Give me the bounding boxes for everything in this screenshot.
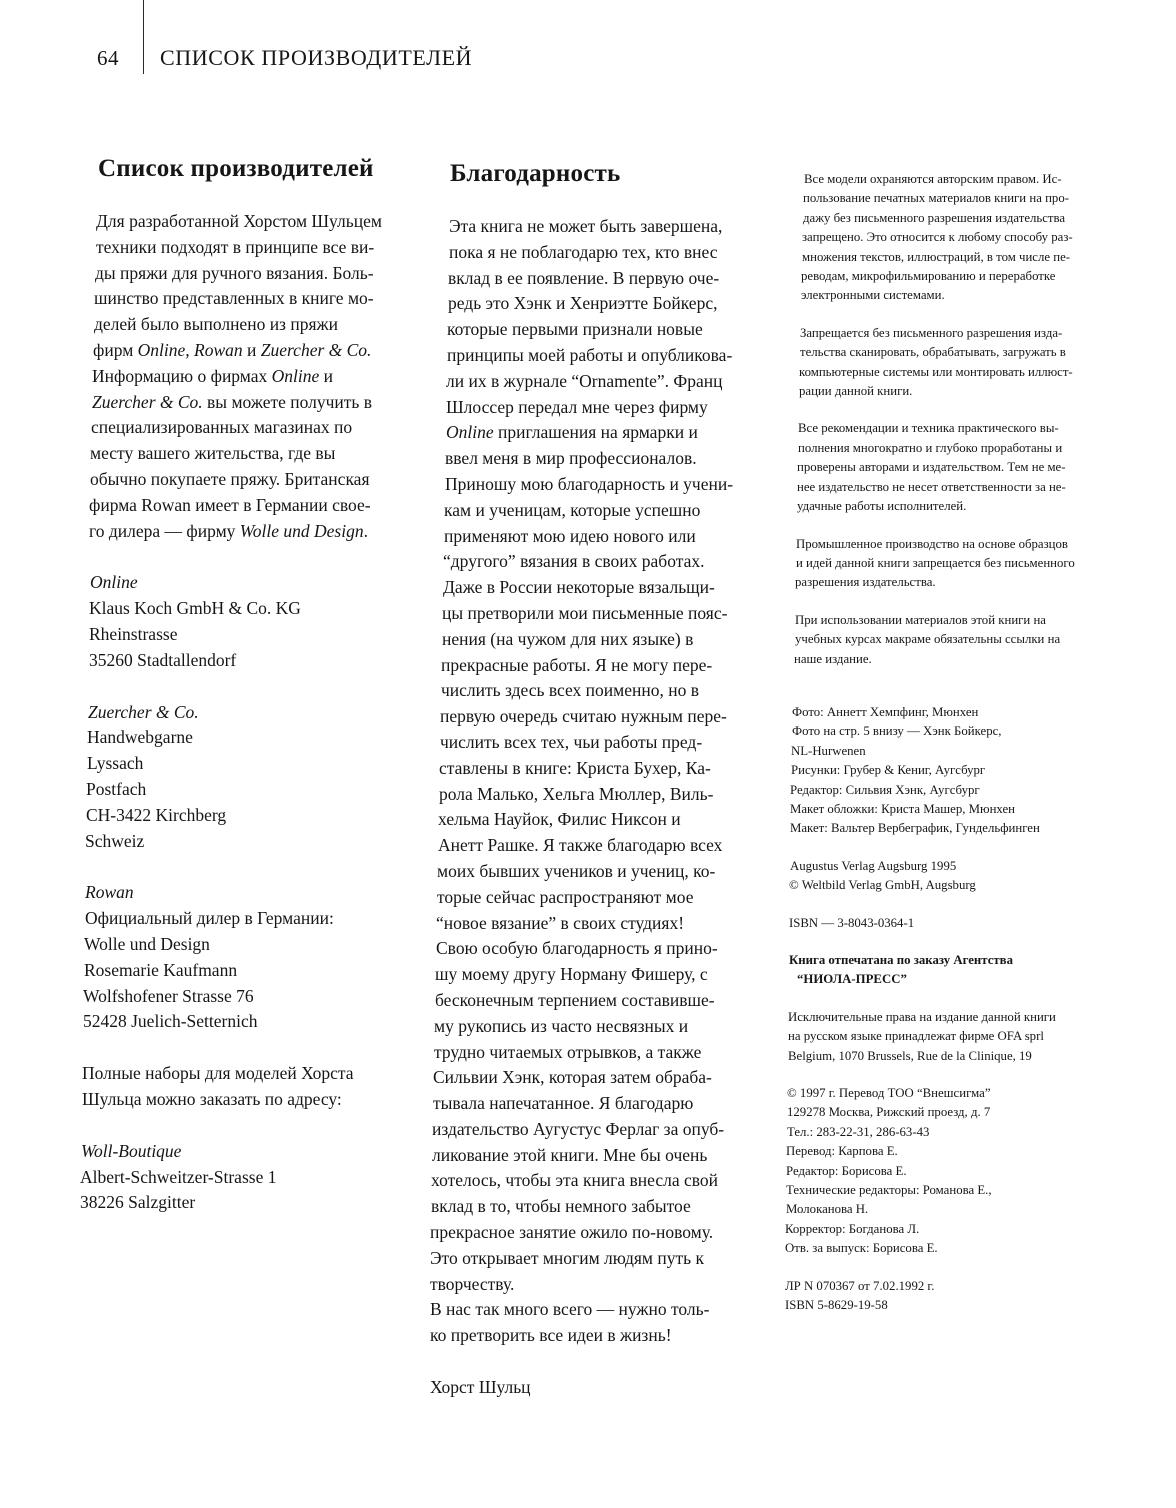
text-line: реводам, микрофильмированию и переработке: [801, 269, 1056, 284]
text-line: Макет: Вальтер Вербеграфик, Гундельфинген: [790, 821, 1040, 836]
author-signature: [430, 1375, 770, 1401]
text-line: “другого” вязания в своих работах.: [443, 551, 705, 572]
license-info: [785, 1277, 1130, 1316]
text-line: му рукопись из часто несвязных и: [434, 1015, 689, 1036]
text-line: Это открывает многим людям путь к: [430, 1247, 704, 1268]
text-line: учебных курсах макраме обязательны ссылки на: [795, 632, 1061, 647]
address-line: CH-3422 Kirchberg: [86, 804, 227, 825]
text-line: Редактор: Сильвия Хэнк, Аугсбург: [790, 782, 980, 797]
manufacturers-column: [80, 155, 425, 1216]
prohibition-notice: [785, 324, 1130, 402]
page-number: 64: [97, 46, 119, 70]
address-line: Rosemarie Kaufmann: [84, 959, 238, 980]
company-name: Online: [90, 572, 138, 593]
text-line: издательство Аугустус Ферлаг за опуб-: [432, 1118, 725, 1139]
acknowledgements-text: [430, 214, 770, 1349]
running-title: СПИСОК ПРОИЗВОДИТЕЛЕЙ: [160, 45, 473, 70]
text-line: делей было выполнено из пряжи: [94, 314, 338, 335]
text-line: го дилера — фирму Wolle und Design.: [89, 520, 368, 541]
address-line: Wolfshofener Strasse 76: [83, 985, 254, 1006]
text-line: прекрасные работы. Я не могу пере-: [441, 654, 713, 675]
acknowledgements-heading: Благодарность: [450, 160, 621, 187]
text-line: Корректор: Богданова Л.: [785, 1221, 920, 1236]
text-line: ставлены в книге: Криста Бухер, Ка-: [439, 757, 711, 778]
text-line: ввел меня в мир профессионалов.: [445, 448, 697, 469]
address-line: Handwebgarne: [87, 727, 193, 748]
text-line: разрешения издательства.: [795, 575, 936, 590]
address-line: 38226 Salzgitter: [80, 1192, 196, 1213]
industrial-notice: [785, 535, 1130, 593]
address-zuercher: [80, 700, 425, 855]
text-line: NL-Hurwenen: [791, 743, 866, 758]
address-woll-boutique: [80, 1139, 425, 1216]
text-line: ликование этой книги. Мне бы очень: [432, 1144, 708, 1165]
text-line: Даже в России некоторые вязальщи-: [443, 577, 715, 598]
disclaimer-notice: [785, 419, 1130, 516]
address-line: Schweiz: [85, 830, 145, 851]
text-line: ли их в журнале “Ornamente”. Франц: [446, 370, 723, 391]
print-order: [785, 951, 1130, 990]
text-line: ко претворить все идеи в жизнь!: [430, 1325, 672, 1346]
address-rowan: [80, 880, 425, 1035]
text-line: Анетт Рашке. Я также благодарю всех: [438, 835, 723, 856]
address-line: Albert-Schweitzer-Strasse 1: [80, 1166, 277, 1187]
text-line: Сильвии Хэнк, которая затем обраба-: [433, 1067, 712, 1088]
text-line: нения (на чужом для них языке) в: [442, 628, 694, 649]
text-line: фирма Rowan имеет в Германии свое-: [89, 494, 371, 515]
text-line: пользование печатных материалов книги на про-: [803, 191, 1069, 206]
text-line: ISBN — 3-8043-0364-1: [789, 915, 915, 930]
isbn-original: [785, 914, 1130, 933]
text-line: торые сейчас распространяют мое: [437, 886, 694, 907]
text-line: вклад в то, чтобы немного забытое: [431, 1196, 691, 1217]
text-line: первую очередь считаю нужным пере-: [440, 706, 727, 727]
kits-note: [80, 1061, 425, 1113]
text-line: ЛР N 070367 от 7.02.1992 г.: [785, 1278, 935, 1293]
text-line: применяют мою идею нового или: [444, 525, 696, 546]
text-line: Приношу мою благодарность и учени-: [445, 473, 734, 494]
text-line: бесконечным терпением составивше-: [435, 989, 715, 1010]
text-line: Перевод: Карпова Е.: [786, 1144, 898, 1159]
address-line: Rheinstrasse: [89, 623, 178, 644]
address-line: Postfach: [86, 778, 147, 799]
text-line: 129278 Москва, Рижский проезд, д. 7: [787, 1105, 991, 1120]
credits: [785, 703, 1130, 839]
acknowledgements-column: [430, 160, 770, 1401]
text-line: проверены авторами и издательством. Тем не ме-: [797, 460, 1066, 475]
text-line: Augustus Verlag Augsburg 1995: [790, 858, 957, 873]
text-line: Шульца можно заказать по адресу:: [82, 1088, 342, 1109]
text-line: Отв. за выпуск: Борисова Е.: [785, 1241, 938, 1256]
text-line: хотелось, чтобы эта книга внесла свой: [431, 1170, 719, 1191]
text-line: моих бывших учеников и учениц, ко-: [437, 860, 716, 881]
address-line: Lyssach: [87, 753, 144, 774]
text-line: Исключительные права на издание данной книги: [788, 1009, 1056, 1024]
manufacturers-heading: Список производителей: [98, 155, 374, 182]
company-name: Woll-Boutique: [81, 1140, 182, 1161]
text-line: Рисунки: Грубер & Кениг, Аугсбург: [791, 763, 986, 778]
text-line: ды пряжи для ручного вязания. Боль-: [95, 262, 374, 283]
signature-text: Хорст Шульц: [430, 1377, 531, 1398]
text-line: множения текстов, иллюстраций, в том числе пе-: [802, 249, 1071, 264]
text-line: Информацию о фирмах Online и: [92, 365, 334, 386]
text-line: “НИОЛА-ПРЕСС”: [797, 972, 907, 987]
text-line: Тел.: 283-22-31, 286-63-43: [787, 1124, 930, 1139]
text-line: принципы моей работы и опубликова-: [447, 344, 733, 365]
text-line: и идей данной книги запрещается без письменного: [796, 555, 1075, 570]
rights-info: [785, 1008, 1130, 1066]
text-line: месту вашего жительства, где вы: [90, 443, 336, 464]
text-line: Молоканова Н.: [786, 1202, 869, 1217]
text-line: Все модели охраняются авторским правом. Ис-: [804, 172, 1062, 186]
text-line: Запрещается без письменного разрешения изда-: [800, 325, 1063, 340]
company-name: Zuercher & Co.: [88, 701, 199, 722]
address-line: 52428 Juelich-Setternich: [83, 1011, 258, 1032]
text-line: Online приглашения на ярмарки и: [446, 422, 698, 443]
text-line: которые первыми признали новые: [447, 319, 703, 340]
text-line: Эта книга не может быть завершена,: [449, 216, 723, 236]
text-line: тывала напечатанное. Я благодарю: [433, 1093, 694, 1114]
text-line: “новое вязание” в своих студиях!: [436, 912, 685, 933]
address-line: Klaus Koch GmbH & Co. KG: [89, 598, 301, 619]
text-line: удачные работы исполнителей.: [797, 499, 967, 514]
text-line: Шлоссер передал мне через фирму: [446, 396, 708, 417]
courses-notice: [785, 611, 1130, 669]
publisher-info: [785, 857, 1130, 896]
text-line: фирм Online, Rowan и Zuercher & Co.: [93, 339, 372, 360]
text-line: шу моему другу Норману Фишеру, с: [435, 964, 708, 985]
text-line: запрещено. Это относится к любому способу раз-: [802, 230, 1073, 245]
text-line: творчеству.: [430, 1273, 515, 1294]
text-line: Все рекомендации и техника практического вы-: [798, 421, 1059, 436]
text-line: редь это Хэнк и Хенриэтте Бойкерс,: [448, 293, 718, 314]
address-online: [80, 570, 425, 673]
translation-info: [785, 1084, 1130, 1259]
company-name: Rowan: [85, 882, 134, 903]
text-line: Фото на стр. 5 внизу — Хэнк Бойкерс,: [792, 724, 1002, 739]
imprint-column: [785, 170, 1130, 1316]
text-line: рации данной книги.: [799, 384, 913, 399]
text-line: полнения многократно и глубоко проработаны и: [798, 440, 1063, 455]
text-line: Промышленное производство на основе образцов: [796, 536, 1068, 551]
text-line: Полные наборы для моделей Хорста: [82, 1063, 354, 1084]
text-line: Zuercher & Co. вы можете получить в: [92, 391, 373, 412]
text-line: Для разработанной Хорстом Шульцем: [96, 211, 382, 231]
text-line: специализированных магазинах по: [91, 417, 353, 438]
text-line: нее издательство не несет ответственности за не-: [797, 479, 1066, 494]
manufacturers-intro: [80, 209, 425, 544]
text-line: Belgium, 1070 Brussels, Rue de la Clinique, 19: [788, 1048, 1032, 1063]
header-rule: [143, 0, 144, 74]
copyright-notice: [785, 170, 1130, 306]
text-line: При использовании материалов этой книги на: [795, 612, 1046, 627]
text-line: числить всех тех, чьи работы пред-: [440, 731, 703, 752]
text-line: © 1997 г. Перевод ТОО “Внешсигма”: [787, 1086, 991, 1101]
text-line: цы претворили мои письменные пояс-: [442, 602, 728, 623]
text-line: Фото: Аннетт Хемпфинг, Мюнхен: [792, 704, 979, 719]
text-line: числить здесь всех поименно, но в: [441, 680, 699, 701]
address-line: 35260 Stadtallendorf: [89, 649, 237, 670]
address-line: Wolle und Design: [84, 933, 210, 954]
text-line: © Weltbild Verlag GmbH, Augsburg: [789, 878, 976, 893]
text-line: кам и ученицам, которые успешно: [444, 499, 701, 520]
text-line: прекрасное занятие ожило по-новому.: [430, 1222, 714, 1243]
text-line: компьютерные системы или монтировать иллюст-: [799, 364, 1073, 379]
text-line: рола Малько, Хельга Мюллер, Виль-: [439, 783, 714, 804]
text-line: трудно читаемых отрывков, а также: [434, 1041, 702, 1062]
text-line: обычно покупаете пряжу. Британская: [90, 468, 370, 489]
text-line: Свою особую благодарность я прино-: [436, 938, 718, 959]
text-line: Технические редакторы: Романова Е.,: [786, 1183, 992, 1198]
text-line: пока я не поблагодарю тех, кто внес: [449, 241, 718, 262]
address-line: Официальный дилер в Германии:: [85, 908, 334, 929]
text-line: наше издание.: [794, 651, 872, 666]
text-line: вклад в ее появление. В первую оче-: [448, 267, 720, 288]
text-line: на русском языке принадлежат фирме OFA sprl: [788, 1029, 1044, 1044]
text-line: электронными системами.: [801, 288, 945, 303]
text-line: Редактор: Борисова Е.: [786, 1163, 907, 1178]
text-line: техники подходят в принципе все ви-: [96, 236, 375, 257]
text-line: Книга отпечатана по заказу Агентства: [789, 953, 1013, 967]
text-line: ISBN 5-8629-19-58: [785, 1298, 888, 1313]
text-line: тельства сканировать, обрабатывать, загружать в: [800, 345, 1066, 360]
text-line: В нас так много всего — нужно толь-: [430, 1299, 710, 1320]
text-line: хельма Науйок, Филис Никсон и: [438, 809, 681, 830]
text-line: Макет обложки: Криста Машер, Мюнхен: [790, 801, 1016, 816]
text-line: шинство представленных в книге мо-: [94, 288, 374, 309]
text-line: дажу без письменного разрешения издательства: [803, 210, 1066, 225]
